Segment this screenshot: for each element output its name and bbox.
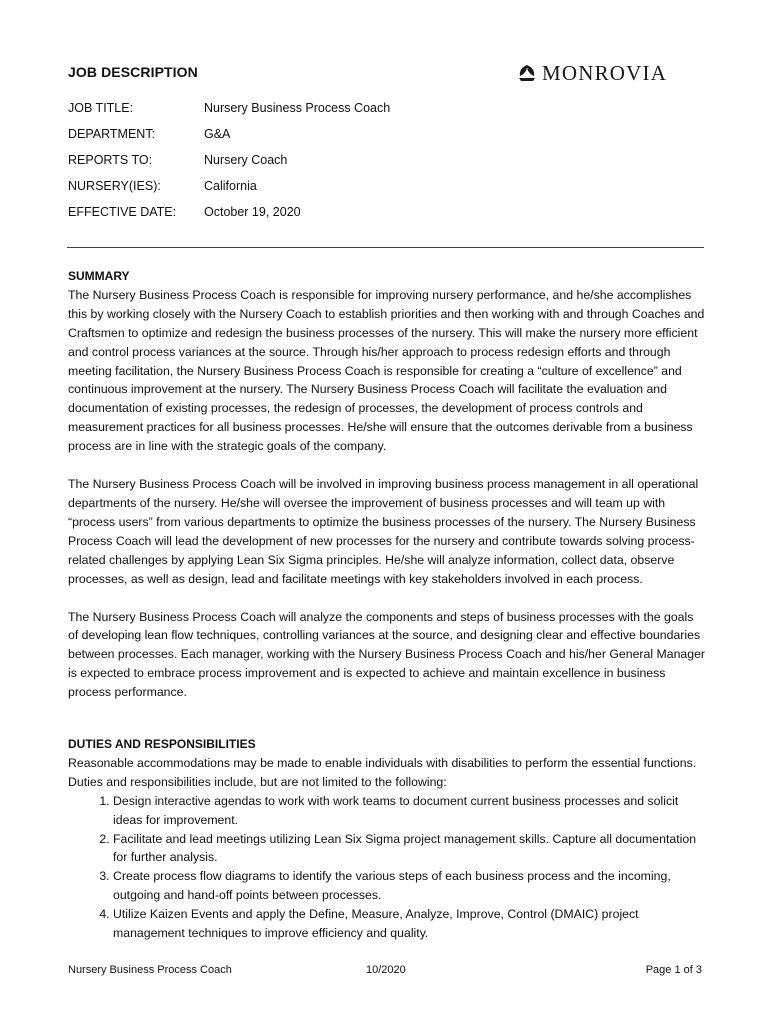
logo-wordmark: MONROVIA	[542, 60, 668, 85]
list-item: 2. Facilitate and lead meetings utilizing Lean Six Sigma project management skills. Capture all documentation for further analysis.	[113, 830, 706, 868]
leaf-crest-icon	[516, 63, 538, 83]
summary-paragraph: The Nursery Business Process Coach will be involved in improving business process management in all operational departments of the nursery. He/she will oversee the improvement of business processes and will team up with “process users” from various departments to optimize the business processes of the nursery. The Nursery Business Process Coach will lead the development of new processes for the nursery and contribute towards solving process-related challenges by applying Lean Six Sigma principles. He/she will analyze information, collect data, observe processes, as well as design, lead and facilitate meetings with key stakeholders involved in each process.	[68, 477, 699, 586]
duties-intro: Reasonable accommodations may be made to enable individuals with disabilities to perform the essential functions. Duties and responsibilities include, but are not limited to the following:	[68, 755, 697, 789]
meta-value: California	[204, 179, 257, 193]
meta-value: G&A	[204, 127, 231, 141]
list-item: 3. Create process flow diagrams to identify the various steps of each business process and the incoming, outgoing and hand-off points between processes.	[113, 867, 706, 905]
summary-section	[68, 267, 706, 702]
meta-value: October 19, 2020	[204, 205, 301, 219]
meta-label: EFFECTIVE DATE:	[68, 205, 177, 219]
meta-row-effective-date	[68, 205, 708, 223]
duties-title: DUTIES AND RESPONSIBILITIES	[68, 737, 256, 751]
meta-row-job-title	[68, 101, 708, 119]
summary-paragraph: The Nursery Business Process Coach is responsible for improving nursery performance, and he/she accomplishes this by working closely with the Nursery Coach to establish priorities and then working with and through Coaches and Craftsmen to optimize and redesign the business processes of the nursery. This will make the nursery more efficient and control process variances at the source. Through his/her approach to process redesign efforts and through meeting facilitation, the Nursery Business Process Coach is responsible for creating a “culture of excellence” and continuous improvement at the nursery. The Nursery Business Process Coach will facilitate the evaluation and documentation of existing processes, the redesign of processes, the development of process controls and measurement practices for all business processes. He/she will ensure that the outcomes derivable from a business process are in line with the strategic goals of the company.	[68, 287, 705, 454]
duties-list	[68, 792, 706, 943]
footer-title: Nursery Business Process Coach	[68, 964, 232, 976]
meta-value: Nursery Coach	[204, 153, 288, 167]
meta-label: NURSERY(IES):	[68, 179, 161, 193]
header-divider	[67, 247, 704, 248]
meta-row-department	[68, 127, 708, 145]
list-item: 4. Utilize Kaizen Events and apply the Define, Measure, Analyze, Improve, Control (DMAIC) project management techniques to improve efficiency and quality.	[113, 905, 706, 943]
meta-value: Nursery Business Process Coach	[204, 101, 391, 115]
meta-label: JOB TITLE:	[68, 101, 134, 115]
list-item: 1. Design interactive agendas to work with work teams to document current business processes and solicit ideas for improvement.	[113, 792, 706, 830]
document-heading: JOB DESCRIPTION	[68, 64, 198, 80]
meta-label: REPORTS TO:	[68, 153, 153, 167]
meta-row-reports-to	[68, 153, 708, 171]
footer-date: 10/2020	[366, 964, 406, 976]
meta-label: DEPARTMENT:	[68, 127, 156, 141]
company-logo	[516, 60, 667, 86]
summary-title: SUMMARY	[68, 269, 130, 283]
summary-paragraph: The Nursery Business Process Coach will analyze the components and steps of business processes with the goals of developing lean flow techniques, controlling variances at the source, and designing clear and effective boundaries between processes. Each manager, working with the Nursery Business Process Coach and his/her General Manager is expected to embrace process improvement and is expected to achieve and maintain excellence in business process performance.	[68, 609, 706, 700]
footer-page-number: Page 1 of 3	[645, 964, 702, 976]
meta-row-nurseries	[68, 179, 708, 197]
duties-section	[68, 735, 706, 943]
